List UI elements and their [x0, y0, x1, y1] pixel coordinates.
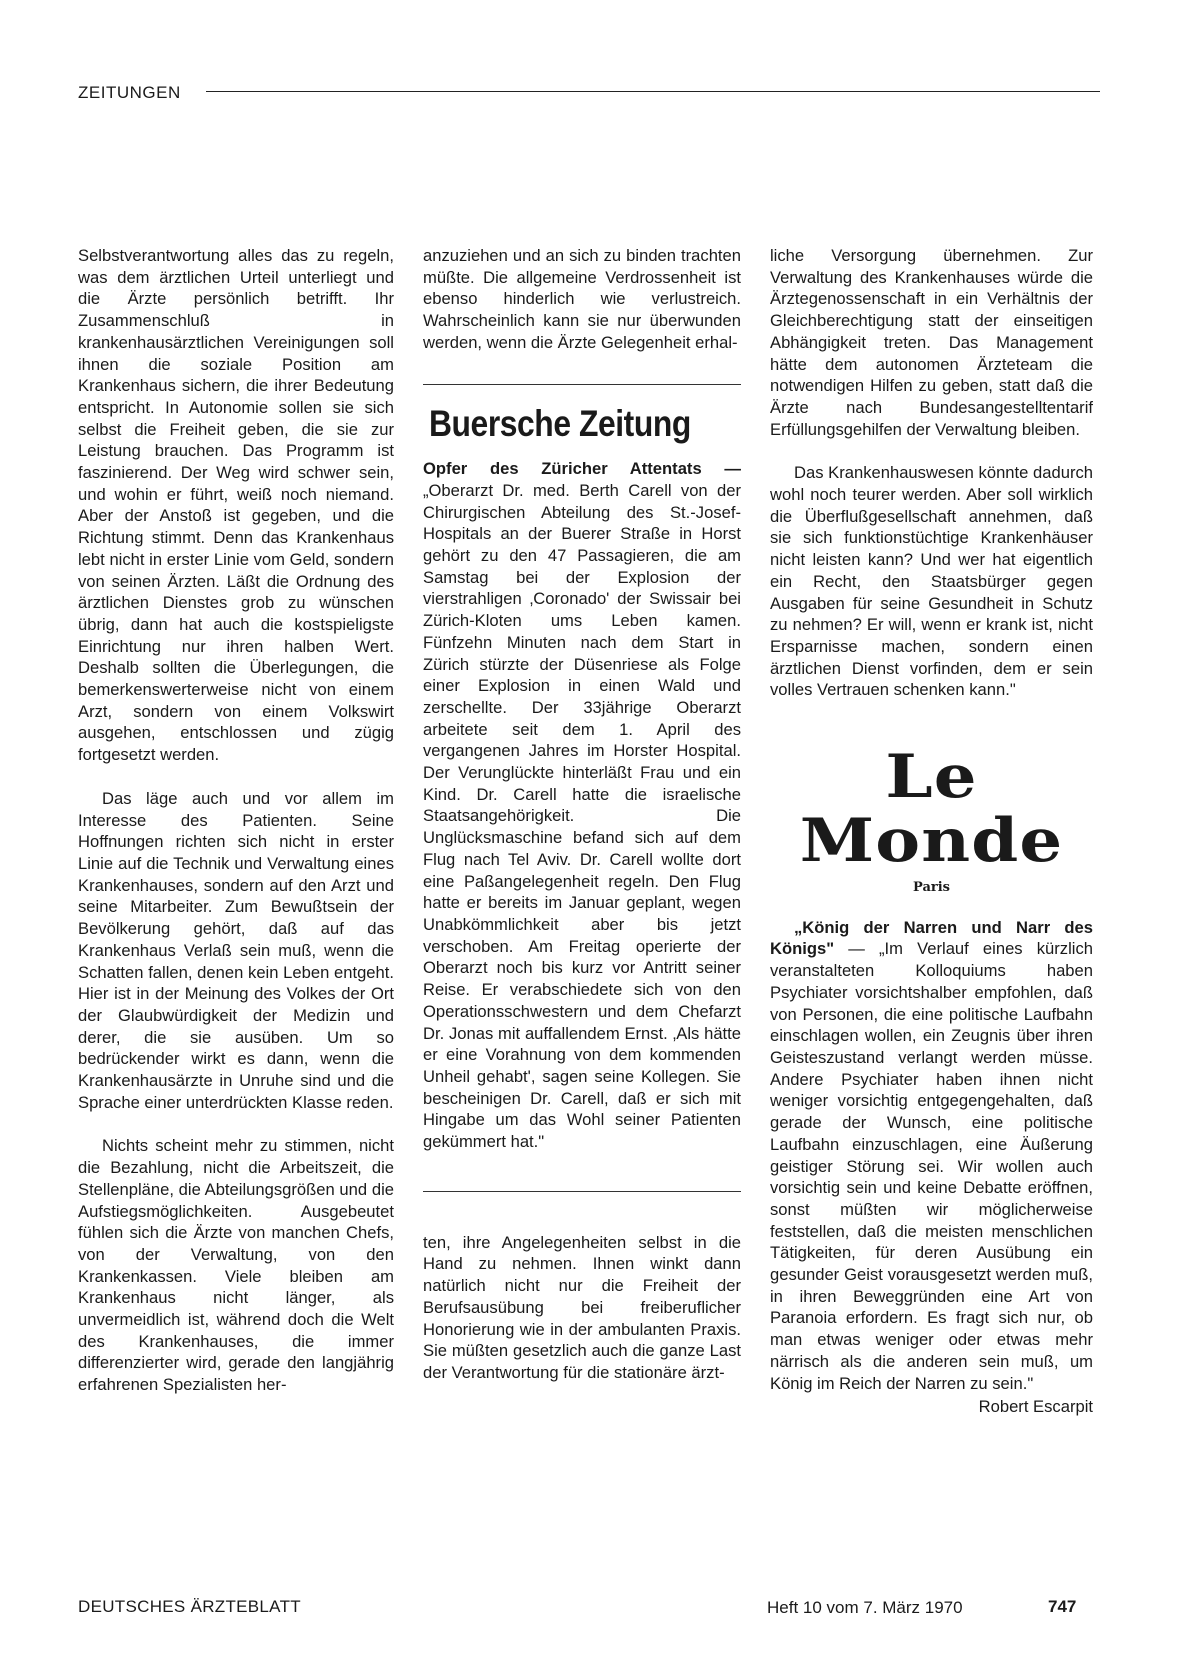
column-1: [78, 245, 394, 1396]
section-divider: [423, 1191, 741, 1192]
article-text: [423, 458, 741, 1153]
paragraph: liche Versorgung übernehmen. Zur Verwaltung des Krankenhauses würde die Ärztegenossenschaft in ein Verhältnis der Gleichberechtigung statt der einseitigen Abhängigkeit treten. Das Management hätte dem autonomen Ärzteteam die notwendigen Hilfen zu geben, statt daß die Ärzte nach Bundesangestelltentarif Erfüllungsgehilfen der Verwaltung bleiben.: [770, 246, 1093, 439]
article-headline: „König der Narren und Narr des Königs": [770, 917, 1093, 959]
column-3: [770, 245, 1093, 1418]
article-headline: Opfer des Züricher Attentats —: [423, 459, 741, 479]
section-divider: [423, 384, 741, 385]
paragraph: Selbstverantwortung alles das zu regeln, was dem ärztlichen Urteil unterliegt und die Ärzte persönlich betrifft. Ihr Zusammenschluß in krankenhausärztlichen Vereinigungen soll ihnen die soziale Position am Krankenhaus sichern, die ihrer Bedeutung entspricht. In Autonomie sollen sie sich selbst die Freiheit geben, die sie zur Leistung brauchen. Das Programm ist faszinierend. Der Weg wird schwer sein, und wohin er führt, weiß noch niemand. Aber der Anstoß ist gegeben, und die Richtung stimmt. Denn das Krankenhaus lebt nicht in erster Linie vom Geld, sondern von seinen Ärzten. Läßt die Ordnung des ärztlichen Dienstes grob zu wünschen übrig, dann hat auch die kostspieligste Einrichtung nur ihren halben Wert. Deshalb sollten die Überlegungen, die bemerkenswerterweise nicht von einem Arzt, sondern von einem Volkswirt ausgehen, entschlossen und zügig fortgesetzt werden.: [78, 246, 394, 765]
newspaper-masthead-buersche-zeitung: Buersche Zeitung: [429, 402, 691, 444]
article-body: — „Im Verlauf eines kürzlich veranstalteten Kolloquiums haben Psychiater vorsichtshalber empfohlen, daß von Personen, die eine politische Laufbahn einschlagen wollen, ein Zeugnis über ihren Geisteszustand verlangt werden müsse. Andere Psychiater haben ihnen nicht weniger vorsichtig entgegengehalten, daß gerade der Wunsch, eine politische Laufbahn einzuschlagen, eine Äußerung geistiger Störung sei. Wir wollen auch vorsichtig sein und keine Debatte eröffnen, sonst müßten wir möglicherweise feststellen, daß die meisten menschlichen Tätigkeiten, für deren Ausübung ein gesunder Geist vorausgesetzt werden muß, in ihren Beweggründen eine Art von Paranoia erfordern. Es fragt sich nur, ob man etwas weniger oder etwas mehr närrisch als die anderen sein muß, um König im Reich der Narren zu sein.": [770, 939, 1093, 1393]
paragraph: Nichts scheint mehr zu stimmen, nicht die Bezahlung, nicht die Arbeitszeit, die Stellenpläne, die Abteilungsgrößen und die Aufstiegsmöglichkeiten. Ausgebeutet fühlen sich die Ärzte von manchen Chefs, von der Verwaltung, von den Krankenkassen. Viele bleiben am Krankenhaus nicht länger, als unvermeidlich ist, während doch die Welt des Krankenhauses, die immer differenzierter wird, gerade den langjährig erfahrenen Spezialisten her-: [78, 1136, 394, 1395]
footer-journal: DEUTSCHES ÄRZTEBLATT: [78, 1597, 301, 1616]
column-2: [423, 245, 741, 1384]
page-number: 747: [1048, 1597, 1077, 1616]
paragraph: anzuziehen und an sich zu binden trachten müßte. Die allgemeine Verdrossenheit ist ebenso hinderlich wie verlustreich. Wahrscheinlich kann sie nur überwunden werden, wenn die Ärzte Gelegenheit erhal-: [423, 246, 741, 352]
paragraph: Das Krankenhauswesen könnte dadurch wohl noch teurer werden. Aber soll wirklich die Überflußgesellschaft annehmen, daß sie sich funktionstüchtige Krankenhäuser nicht leisten kann? Und wer hat eigentlich ein Recht, den Staatsbürger gegen Ausgaben für seine Gesundheit in Schutz zu nehmen? Er will, wenn er krank ist, nicht Ersparnisse machen, sondern einen ärztlichen Dienst vorfinden, dem er sein volles Vertrauen schenken kann.": [770, 463, 1093, 700]
newspaper-masthead-le-monde: [770, 742, 1093, 899]
paragraph: Das läge auch und vor allem im Interesse des Patienten. Seine Hoffnungen richten sich nicht in erster Linie auf die Technik und Verwaltung eines Krankenhauses, sondern auf den Arzt und seine Mitarbeiter. Zum Bewußtsein der Bevölkerung gehört, daß auf das Krankenhaus Verlaß sein muß, wenn die Schatten fallen, denen kein Leben entgeht. Hier ist in der Meinung des Volkes der Ort der Glaubwürdigkeit der Medizin und derer, die sie ausüben. Um so bedrückender wirkt es dann, wenn die Krankenhausärzte in Unruhe sind und die Sprache einer unterdrückten Klasse reden.: [78, 788, 394, 1112]
paragraph: ten, ihre Angelegenheiten selbst in die Hand zu nehmen. Ihnen winkt dann natürlich nicht nur die Freiheit der Berufsausübung bei freiberuflicher Honorierung wie in der ambulanten Praxis. Sie müßten gesetzlich auch die ganze Last der Verantwortung für die stationäre ärzt-: [423, 1232, 741, 1382]
article-author: Robert Escarpit: [978, 1397, 1093, 1417]
footer-issue: Heft 10 vom 7. März 1970: [767, 1598, 963, 1617]
header-rule: [206, 91, 1100, 92]
article-body: „Oberarzt Dr. med. Berth Carell von der Chirurgischen Abteilung des St.-Josef-Hospitals an der Buerer Straße in Horst gehört zu den 47 Passagieren, die am Samstag bei der Explosion der vierstrahligen ‚Coronado' der Swissair bei Zürich-Kloten ums Leben kamen. Fünfzehn Minuten nach dem Start in Zürich stürzte der Düsenriese als Folge einer Explosion in einen Wald und zerschellte. Der 33jährige Oberarzt arbeitete seit dem 1. April des vergangenen Jahres im Horster Hospital. Der Verunglückte hinterläßt Frau und ein Kind. Dr. Carell hatte die israelische Staatsangehörigkeit. Die Unglücksmaschine befand sich auf dem Flug nach Tel Aviv. Dr. Carell wollte dort eine Paßangelegenheit regeln. Den Flug hatte er bereits im Januar geplant, wegen Unabkömmlichkeit aber bis jetzt verschoben. Am Freitag operierte der Oberarzt noch bis kurz vor Antritt seiner Reise. Er verabschiedete sich von den Operationsschwestern und dem Chefarzt Dr. Jonas mit auffallendem Ernst. ‚Als hätte er eine Vorahnung von dem kommenden Unheil gehabt', sagen seine Kollegen. Sie bescheinigen Dr. Carell, daß er sich mit Hingabe um das Wohl seiner Patienten gekümmert hat.": [423, 480, 741, 1152]
article-text: [770, 917, 1093, 1394]
le-monde-logo: Le Monde: [799, 742, 1064, 877]
section-label: ZEITUNGEN: [78, 82, 195, 104]
masthead-city: Paris: [913, 880, 950, 896]
section-header: [78, 82, 1100, 112]
